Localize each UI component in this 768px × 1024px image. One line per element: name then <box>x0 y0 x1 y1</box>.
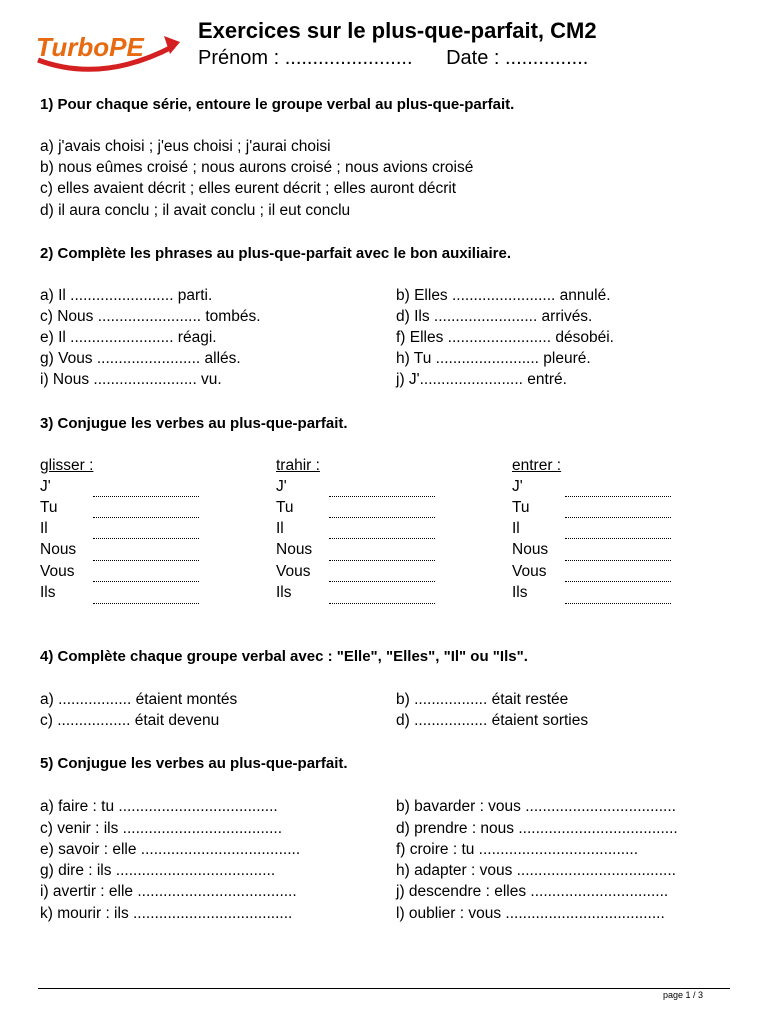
ex1-line: b) nous eûmes croisé ; nous aurons croisé ; nous avions croisé <box>40 159 474 176</box>
pronoun: Ils <box>276 584 292 601</box>
verb-entrer: entrer : <box>512 457 562 474</box>
pronoun: Ils <box>40 584 56 601</box>
pronoun: Tu <box>512 499 530 516</box>
pronoun: J' <box>512 478 523 495</box>
ex2-item: e) Il ........................ réagi. <box>40 329 217 346</box>
pronoun: Vous <box>40 563 75 580</box>
pronoun: J' <box>276 478 287 495</box>
answer-line <box>565 538 671 539</box>
pronoun: Tu <box>40 499 58 516</box>
answer-line <box>565 603 671 604</box>
date-field: Date : ............... <box>446 47 589 69</box>
ex5-item: h) adapter : vous ..................................... <box>396 862 676 879</box>
pronoun: Nous <box>276 541 313 558</box>
answer-line <box>565 581 671 582</box>
ex2-item: h) Tu ........................ pleuré. <box>396 350 591 367</box>
ex5-item: a) faire : tu ..................................... <box>40 798 278 815</box>
turbope-logo <box>32 26 182 80</box>
answer-line <box>329 538 435 539</box>
ex5-item: b) bavarder : vous ................................... <box>396 798 676 815</box>
pronoun: Vous <box>276 563 311 580</box>
answer-line <box>329 517 435 518</box>
ex4-item: b) ................. était restée <box>396 691 569 708</box>
pronoun: Nous <box>512 541 549 558</box>
answer-line <box>93 560 199 561</box>
page-title: Exercices sur le plus-que-parfait, CM2 <box>198 18 597 43</box>
pronoun: Nous <box>40 541 77 558</box>
answer-line <box>93 496 199 497</box>
ex2-item: g) Vous ........................ allés. <box>40 350 241 367</box>
ex5-item: k) mourir : ils ..................................... <box>40 905 293 922</box>
ex2-item: f) Elles ........................ désobéi. <box>396 329 614 346</box>
prenom-field: Prénom : ....................... <box>198 47 413 69</box>
answer-line <box>565 517 671 518</box>
ex5-item: j) descendre : elles ................................ <box>396 883 669 900</box>
ex5-item: l) oublier : vous ..................................... <box>396 905 665 922</box>
name-date-line <box>198 47 588 70</box>
ex2-item: d) Ils ........................ arrivés. <box>396 308 593 325</box>
answer-line <box>93 538 199 539</box>
ex2-item: j) J'........................ entré. <box>396 371 567 388</box>
pronoun: Vous <box>512 563 547 580</box>
exercise-5-heading: 5) Conjugue les verbes au plus-que-parfait. <box>40 755 348 772</box>
answer-line <box>329 603 435 604</box>
answer-line <box>329 581 435 582</box>
footer-divider <box>38 988 730 989</box>
ex1-line: c) elles avaient décrit ; elles eurent décrit ; elles auront décrit <box>40 180 457 197</box>
pronoun: Il <box>512 520 520 537</box>
ex1-line: d) il aura conclu ; il avait conclu ; il eut conclu <box>40 202 351 219</box>
pronoun: Il <box>40 520 48 537</box>
ex5-item: i) avertir : elle ..................................... <box>40 883 297 900</box>
pronoun: Il <box>276 520 284 537</box>
answer-line <box>93 581 199 582</box>
answer-line <box>329 560 435 561</box>
answer-line <box>565 560 671 561</box>
answer-line <box>93 517 199 518</box>
ex5-item: d) prendre : nous ..................................... <box>396 820 678 837</box>
ex5-item: f) croire : tu ..................................... <box>396 841 639 858</box>
svg-text:TurboPE: TurboPE <box>36 32 144 62</box>
ex2-item: i) Nous ........................ vu. <box>40 371 222 388</box>
ex4-item: d) ................. étaient sorties <box>396 712 589 729</box>
ex5-item: e) savoir : elle ..................................... <box>40 841 301 858</box>
pronoun: Ils <box>512 584 528 601</box>
ex5-item: c) venir : ils ..................................... <box>40 820 283 837</box>
ex1-line: a) j'avais choisi ; j'eus choisi ; j'aurai choisi <box>40 138 331 155</box>
ex4-item: a) ................. étaient montés <box>40 691 238 708</box>
verb-trahir: trahir : <box>276 457 320 474</box>
ex5-item: g) dire : ils ..................................... <box>40 862 276 879</box>
pronoun: Tu <box>276 499 294 516</box>
verb-glisser: glisser : <box>40 457 94 474</box>
page-number: page 1 / 3 <box>663 990 704 1000</box>
exercise-2-heading: 2) Complète les phrases au plus-que-parfait avec le bon auxiliaire. <box>40 245 511 262</box>
answer-line <box>329 496 435 497</box>
exercise-3-heading: 3) Conjugue les verbes au plus-que-parfait. <box>40 415 348 432</box>
exercise-4-heading: 4) Complète chaque groupe verbal avec : "Elle", "Elles", "Il" ou "Ils". <box>40 648 528 665</box>
answer-line <box>565 496 671 497</box>
ex2-item: b) Elles ........................ annulé. <box>396 287 611 304</box>
ex2-item: c) Nous ........................ tombés. <box>40 308 261 325</box>
answer-line <box>93 603 199 604</box>
ex4-item: c) ................. était devenu <box>40 712 220 729</box>
ex2-item: a) Il ........................ parti. <box>40 287 213 304</box>
pronoun: J' <box>40 478 51 495</box>
exercise-1-heading: 1) Pour chaque série, entoure le groupe verbal au plus-que-parfait. <box>40 96 515 113</box>
